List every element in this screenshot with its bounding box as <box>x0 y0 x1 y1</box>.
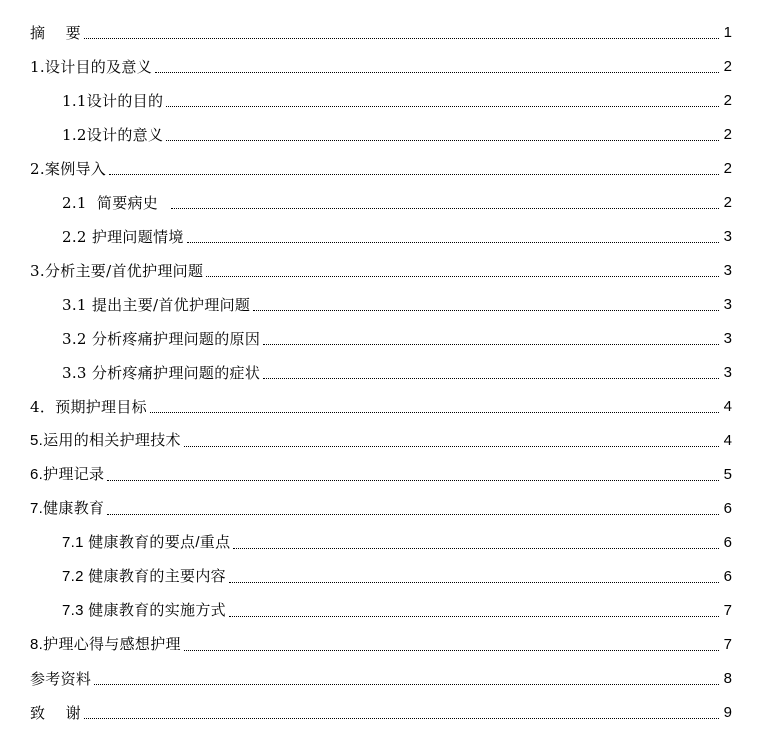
toc-entry-section-1-2[interactable] <box>0 118 760 152</box>
toc-entry-section-3-1[interactable] <box>0 288 760 322</box>
dot-leader <box>107 492 719 526</box>
toc-entry-title: 3.2 分析疼痛护理问题的原因 <box>62 330 261 348</box>
toc-entry-section-3-3[interactable] <box>0 356 760 390</box>
toc-entry-section-2-2[interactable] <box>0 220 760 254</box>
toc-entry-page: 7 <box>723 636 732 653</box>
toc-entry-title: 7.2 健康教育的主要内容 <box>62 568 226 585</box>
toc-entry-page: 8 <box>723 670 732 687</box>
toc-entry-page: 3 <box>723 228 732 245</box>
toc-entry-page: 6 <box>723 500 732 517</box>
dot-leader <box>94 662 719 696</box>
toc-entry-page: 5 <box>723 466 732 483</box>
toc-entry-page: 2 <box>723 126 732 143</box>
dot-leader <box>150 390 719 424</box>
table-of-contents <box>0 16 760 730</box>
toc-entry-page: 3 <box>723 262 732 279</box>
toc-entry-page: 4 <box>723 398 732 415</box>
toc-entry-title: 参考资料 <box>30 670 92 688</box>
dot-leader <box>166 84 719 118</box>
toc-entry-section-3[interactable] <box>0 254 760 288</box>
toc-entry-title: 1.2设计的意义 <box>62 126 164 144</box>
toc-entry-page: 4 <box>723 432 732 449</box>
toc-entry-title: 2.案例导入 <box>30 160 107 178</box>
toc-entry-section-2-1[interactable] <box>0 186 760 220</box>
toc-entry-acknowledgements[interactable] <box>0 696 760 730</box>
toc-entry-title: 7.健康教育 <box>30 500 105 517</box>
toc-entry-section-5[interactable] <box>0 424 760 458</box>
toc-entry-title: 6.护理记录 <box>30 466 105 483</box>
toc-entry-page: 9 <box>723 704 732 721</box>
toc-entry-page: 2 <box>723 160 732 177</box>
toc-entry-section-3-2[interactable] <box>0 322 760 356</box>
toc-entry-page: 1 <box>723 24 732 41</box>
dot-leader <box>166 118 719 152</box>
toc-entry-section-2[interactable] <box>0 152 760 186</box>
dot-leader <box>184 424 719 458</box>
toc-entry-section-7-1[interactable] <box>0 526 760 560</box>
dot-leader <box>187 220 719 254</box>
toc-entry-page: 2 <box>723 194 732 211</box>
toc-entry-title: 3.1 提出主要/首优护理问题 <box>62 296 251 314</box>
toc-entry-section-4[interactable] <box>0 390 760 424</box>
dot-leader <box>233 526 719 560</box>
toc-entry-title: 3.3 分析疼痛护理问题的症状 <box>62 364 261 382</box>
toc-entry-abstract[interactable] <box>0 16 760 50</box>
dot-leader <box>229 594 719 628</box>
toc-entry-title: 1.设计目的及意义 <box>30 58 153 76</box>
toc-entry-page: 6 <box>723 568 732 585</box>
dot-leader <box>107 458 719 492</box>
toc-entry-page: 7 <box>723 602 732 619</box>
toc-entry-title: 7.3 健康教育的实施方式 <box>62 602 226 619</box>
toc-entry-page: 6 <box>723 534 732 551</box>
toc-entry-title: 致 谢 <box>30 704 81 722</box>
toc-entry-section-1-1[interactable] <box>0 84 760 118</box>
toc-entry-title: 3.分析主要/首优护理问题 <box>30 262 204 280</box>
toc-entry-title: 摘 要 <box>30 24 81 42</box>
dot-leader <box>84 696 719 730</box>
dot-leader <box>171 186 719 220</box>
dot-leader <box>263 322 719 356</box>
toc-entry-section-7-2[interactable] <box>0 560 760 594</box>
toc-entry-title: 4．预期护理目标 <box>30 398 147 416</box>
toc-entry-page: 2 <box>723 92 732 109</box>
toc-entry-page: 2 <box>723 58 732 75</box>
toc-entry-title: 7.1 健康教育的要点/重点 <box>62 534 231 551</box>
dot-leader <box>206 254 719 288</box>
toc-entry-section-6[interactable] <box>0 458 760 492</box>
dot-leader <box>253 288 719 322</box>
toc-entry-page: 3 <box>723 330 732 347</box>
toc-entry-title: 8.护理心得与感想护理 <box>30 636 181 653</box>
dot-leader <box>155 50 719 84</box>
dot-leader <box>184 628 719 662</box>
dot-leader <box>263 356 719 390</box>
toc-entry-page: 3 <box>723 364 732 381</box>
dot-leader <box>84 16 719 50</box>
toc-entry-section-8[interactable] <box>0 628 760 662</box>
dot-leader <box>109 152 719 186</box>
toc-entry-title: 2.1 简要病史 <box>62 194 169 212</box>
toc-entry-section-1[interactable] <box>0 50 760 84</box>
toc-entry-title: 5.运用的相关护理技术 <box>30 432 181 449</box>
toc-entry-page: 3 <box>723 296 732 313</box>
toc-entry-references[interactable] <box>0 662 760 696</box>
toc-entry-title: 1.1设计的目的 <box>62 92 164 110</box>
dot-leader <box>229 560 719 594</box>
toc-entry-section-7-3[interactable] <box>0 594 760 628</box>
toc-entry-section-7[interactable] <box>0 492 760 526</box>
toc-entry-title: 2.2 护理问题情境 <box>62 228 184 246</box>
